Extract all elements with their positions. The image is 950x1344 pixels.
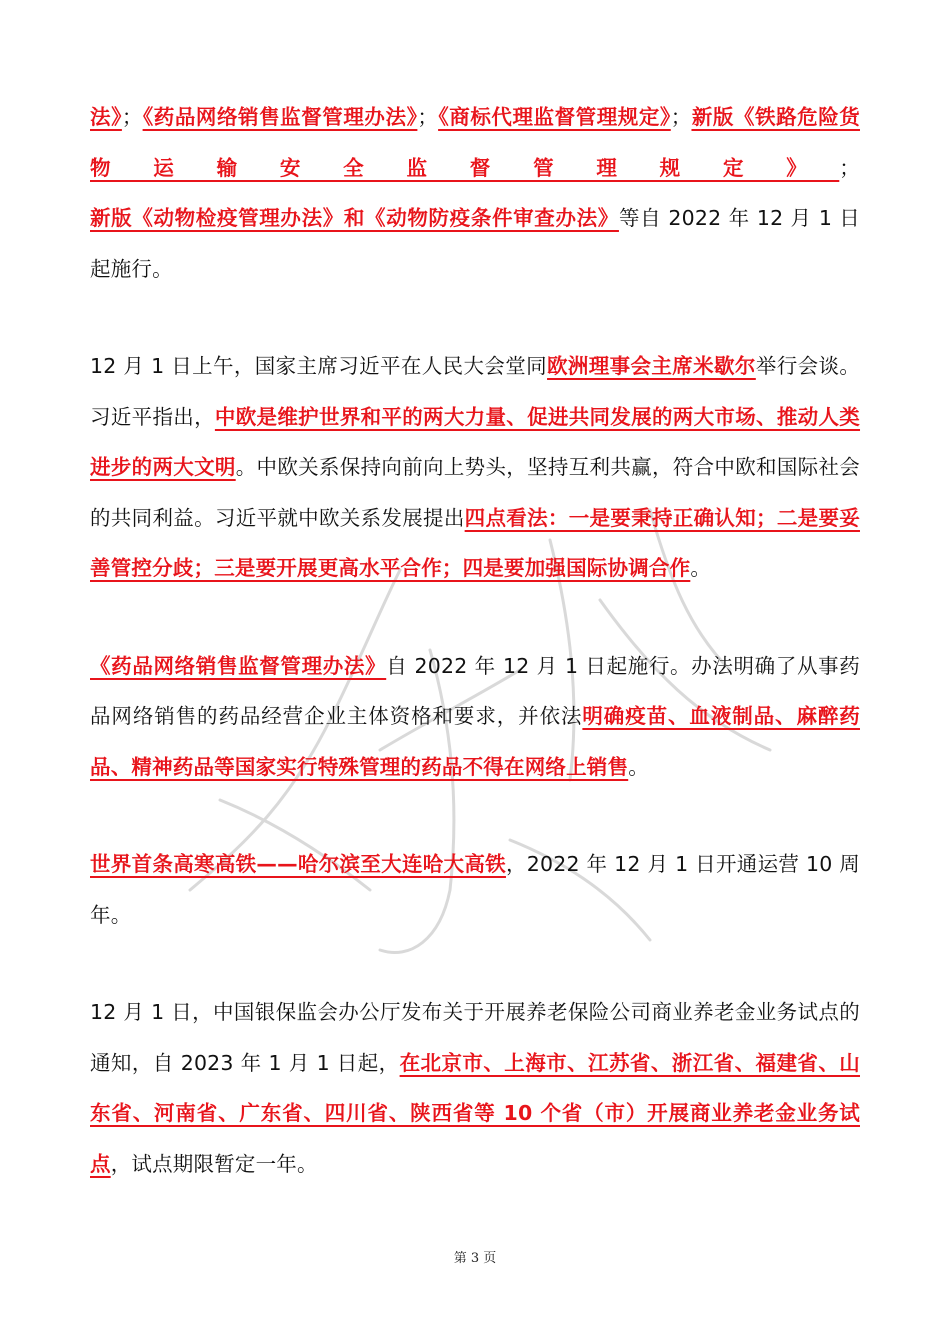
body-text: ；: [417, 105, 439, 129]
body-text: 。: [690, 556, 712, 580]
page-number: 第 3 页: [453, 1251, 497, 1266]
highlighted-text: 中欧是维护世界和平的两大力量、促进共同发展的两大市场、推动人类进步的两大文明: [90, 404, 861, 479]
body-text: 12 月 1 日，中国银保监会办公厅发布关于开展养老保险公司商业养老金业务试点的通知，自 2023 年 1 月 1 日起，: [90, 1000, 860, 1075]
paragraph: [90, 987, 860, 1189]
highlighted-text: 在北京市、上海市、江苏省、浙江省、福建省、山东省、河南省、广东省、四川省、陕西省等 10 个省（市）开展商业养老金业务试点: [90, 1050, 860, 1176]
highlighted-text: 新版《铁路危险货物运输安全监督管理规定》: [90, 105, 860, 180]
body-text: 举行会谈。习近平指出，: [90, 354, 861, 429]
highlighted-text: 新版《动物检疫管理办法》和《动物防疫条件审查办法》: [90, 206, 619, 230]
body-text: ，试点期限暂定一年。: [110, 1151, 318, 1176]
body-text: ，2022 年 12 月 1 日开通运营 10 周年。: [90, 852, 861, 927]
body-text: ；: [121, 105, 143, 129]
highlighted-text: 明确疫苗、血液制品、麻醉药品、精神药品等国家实行特殊管理的药品不得在网络上销售: [90, 704, 860, 779]
highlighted-text: 欧洲理事会主席米歇尔: [547, 354, 756, 378]
highlighted-text: 法》: [90, 105, 122, 129]
body-text: 12 月 1 日上午，国家主席习近平在人民大会堂同: [90, 354, 548, 378]
paragraph: [90, 839, 860, 940]
highlighted-text: 《商标代理监督管理规定》: [438, 105, 671, 129]
highlighted-text: 四点看法：一是要秉持正确认知；二是要妥善管控分歧；三是要开展更高水平合作；四是要加强国际协调合作: [90, 505, 860, 580]
highlighted-text: 《药品网络销售监督管理办法》: [142, 105, 418, 129]
body-text: 自 2022 年 12 月 1 日起施行。办法明确了从事药品网络销售的药品经营企业主体资格和要求，并依法: [90, 653, 860, 728]
paragraph: [90, 641, 860, 793]
highlighted-text: 世界首条高寒高铁——哈尔滨至大连哈大高铁: [90, 852, 506, 876]
body-text: 。: [628, 754, 649, 779]
paragraph: [90, 341, 860, 594]
body-text: 等自 2022 年 12 月 1 日起施行。: [90, 206, 861, 281]
document-body: [90, 92, 860, 1236]
body-text: 。中欧关系保持向前向上势头，坚持互利共赢，符合中欧和国际社会的共同利益。习近平就中欧关系发展提出: [90, 455, 860, 530]
paragraph: [90, 92, 860, 294]
body-text: ；: [670, 105, 692, 129]
body-text: ；: [839, 155, 860, 180]
highlighted-text: 《药品网络销售监督管理办法》: [90, 653, 387, 678]
